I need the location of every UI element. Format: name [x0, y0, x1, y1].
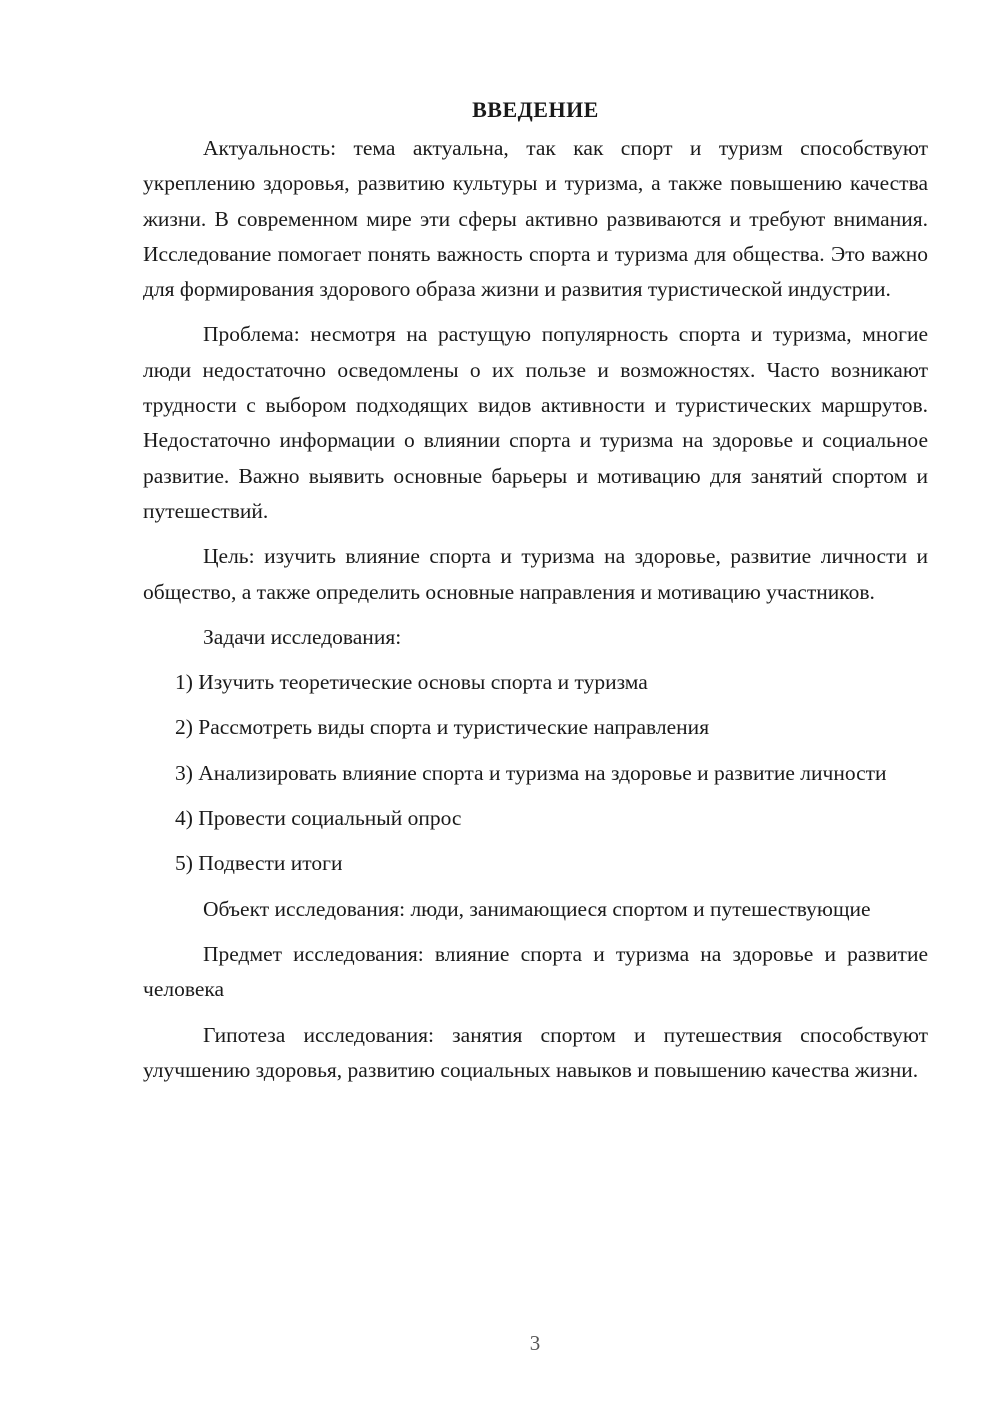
tasks-heading: Задачи исследования:	[203, 624, 402, 649]
document-page	[143, 92, 928, 1098]
hypothesis-paragraph: Гипотеза исследования: занятия спортом и путешествия способствуют улучшению здоровья, развитию социальных навыков и повышению качества жизни.	[143, 1022, 928, 1082]
task-item-4: 4) Провести социальный опрос	[175, 806, 462, 831]
task-item-3: 3) Анализировать влияние спорта и туризма на здоровье и развитие личности	[175, 760, 887, 785]
goal-paragraph: Цель: изучить влияние спорта и туризма на здоровье, развитие личности и общество, а также определить основные направления и мотивацию участников.	[143, 544, 928, 604]
relevance-paragraph: Актуальность: тема актуальна, так как спорт и туризм способствуют укреплению здоровья, развитию культуры и туризма, а также повышению качества жизни. В современном мире эти сферы активно развиваются и требуют внимания. Исследование помогает понять важность спорта и туризма для общества. Это важно для формирования здорового образа жизни и развития туристической индустрии.	[143, 136, 928, 302]
subject-paragraph: Предмет исследования: влияние спорта и туризма на здоровье и развитие человека	[143, 941, 928, 1002]
section-title: ВВЕДЕНИЕ	[472, 97, 599, 122]
task-item-5: 5) Подвести итоги	[175, 851, 343, 876]
problem-paragraph: Проблема: несмотря на растущую популярность спорта и туризма, многие люди недостаточно осведомлены о их пользе и возможностях. Часто возникают трудности с выбором подходящих видов активности и туристических маршрутов. Недостаточно информации о влиянии спорта и туризма на здоровье и социальное развитие. Важно выявить основные барьеры и мотивацию для занятий спортом и путешествий.	[143, 322, 928, 523]
task-item-1: 1) Изучить теоретические основы спорта и туризма	[175, 670, 648, 695]
task-item-2: 2) Рассмотреть виды спорта и туристические направления	[175, 715, 710, 740]
page-number: 3	[529, 1331, 541, 1355]
object-paragraph: Объект исследования: люди, занимающиеся спортом и путешествующие	[203, 896, 871, 921]
